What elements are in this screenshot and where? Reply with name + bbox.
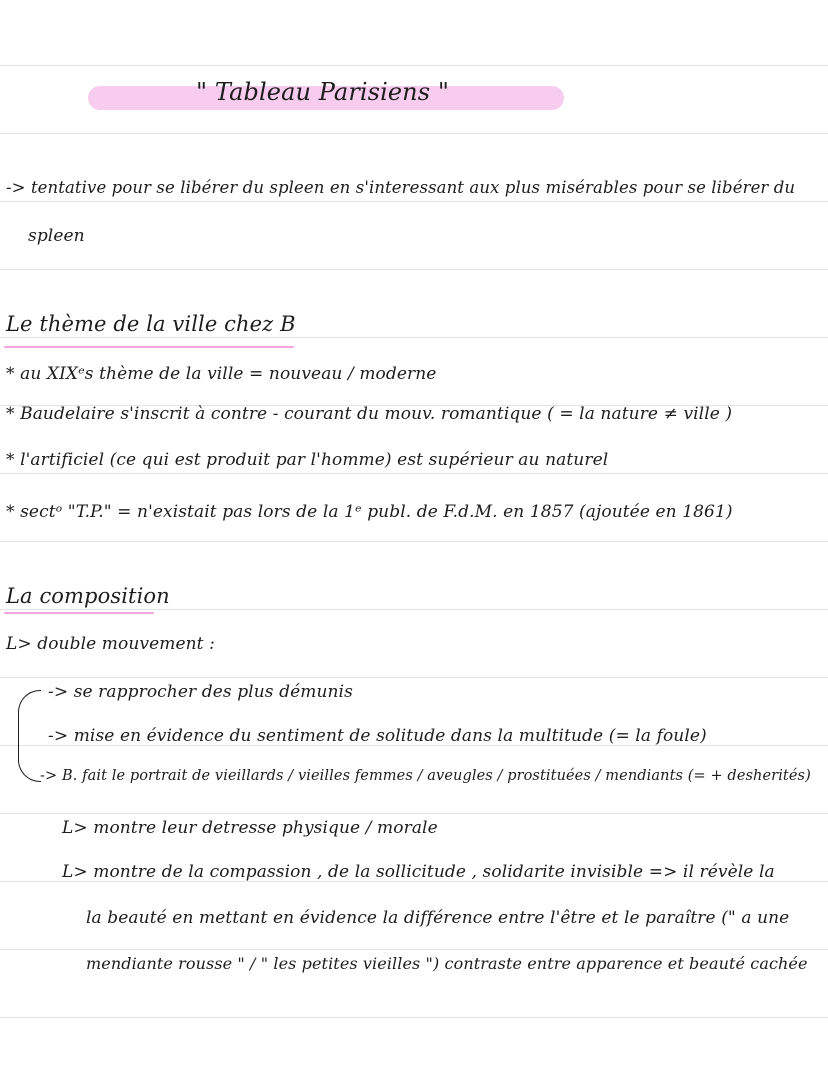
composition-sub: L> double mouvement : bbox=[6, 634, 215, 654]
heading-underline-theme bbox=[4, 346, 294, 348]
section-heading-composition: La composition bbox=[6, 584, 170, 608]
branch-1: -> se rapprocher des plus démunis bbox=[48, 682, 353, 702]
detail-2: L> montre de la compassion , de la sollicitude , solidarite invisible => il révèle la bbox=[62, 862, 775, 882]
detail-1: L> montre leur detresse physique / morale bbox=[62, 818, 438, 838]
detail-3: la beauté en mettant en évidence la différence entre l'être et le paraître (" a une bbox=[86, 908, 790, 928]
branch-3: -> B. fait le portrait de vieillards / vieilles femmes / aveugles / prostituées / mendiants (= + desherités) bbox=[40, 768, 811, 784]
heading-underline-composition bbox=[4, 612, 154, 614]
theme-item-4: * sectᵒ "T.P." = n'existait pas lors de la 1ᵉ publ. de F.d.M. en 1857 (ajoutée en 1861) bbox=[6, 502, 733, 522]
theme-item-2: * Baudelaire s'inscrit à contre - courant du mouv. romantique ( = la nature ≠ ville ) bbox=[6, 404, 733, 424]
bracket-brace bbox=[18, 690, 41, 782]
page-title: " Tableau Parisiens " bbox=[196, 78, 450, 106]
detail-4: mendiante rousse " / " les petites vieilles ") contraste entre apparence et beauté cachée bbox=[86, 954, 808, 973]
section-heading-theme: Le thème de la ville chez B bbox=[6, 312, 296, 336]
theme-item-3: * l'artificiel (ce qui est produit par l'homme) est supérieur au naturel bbox=[6, 450, 609, 470]
intro-line-2: spleen bbox=[28, 226, 85, 246]
branch-2: -> mise en évidence du sentiment de solitude dans la multitude (= la foule) bbox=[48, 726, 707, 746]
theme-item-1: * au XIXᵉs thème de la ville = nouveau / moderne bbox=[6, 364, 437, 384]
intro-line-1: -> tentative pour se libérer du spleen en s'interessant aux plus misérables pour se libérer du bbox=[6, 178, 796, 197]
